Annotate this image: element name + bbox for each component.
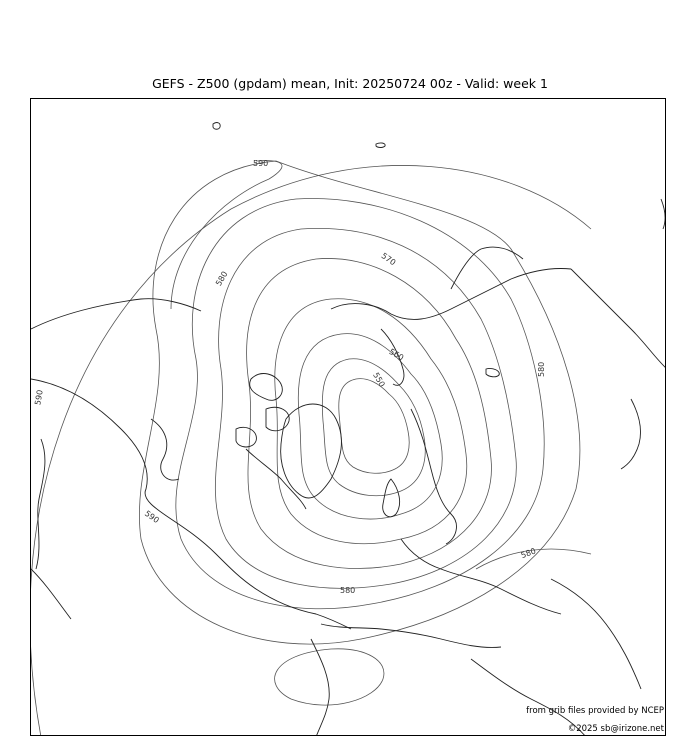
- coast-baffin: [246, 449, 306, 509]
- coast-hudson: [151, 419, 179, 480]
- polar-map: [30, 98, 666, 736]
- label-590-southwest: 590: [142, 508, 161, 526]
- coast-archipelago-3: [236, 427, 256, 447]
- coast-island-1: [213, 123, 220, 130]
- coast-baja: [31, 569, 71, 619]
- contour-580: [176, 199, 544, 609]
- contour-lines: [139, 161, 591, 706]
- coast-kamchatka: [451, 247, 523, 289]
- hemisphere-outline: [31, 165, 591, 736]
- coast-japan: [621, 399, 641, 469]
- coast-britain: [383, 479, 400, 517]
- coastlines: [31, 123, 666, 736]
- label-550: 550: [371, 370, 387, 389]
- coast-siberia: [331, 268, 571, 319]
- label-590-west: 590: [33, 389, 45, 406]
- label-570-siberia: 570: [379, 251, 398, 268]
- coast-mediterranean: [321, 624, 501, 647]
- coast-aleutian: [31, 299, 201, 329]
- contour-590-outer: [139, 161, 580, 644]
- label-580-south: 580: [340, 586, 356, 595]
- label-580-north: 580: [214, 269, 230, 288]
- coast-island-2: [376, 143, 385, 148]
- coast-island-4: [661, 199, 665, 229]
- contour-label-group: [33, 159, 546, 595]
- coast-asia-east: [571, 269, 666, 369]
- contour-575: [215, 228, 516, 588]
- credit-copyright: ©2025 sb@irizone.net: [567, 724, 664, 734]
- coast-island-3: [486, 368, 499, 376]
- label-590-pacific: 590: [253, 159, 269, 168]
- credit-source: from grib files provided by NCEP: [526, 706, 664, 716]
- label-580-southeast: 580: [519, 546, 538, 561]
- coast-india: [551, 579, 641, 689]
- label-580-east: 580: [537, 361, 546, 377]
- coast-africa: [311, 639, 329, 736]
- label-560: 560: [387, 347, 406, 363]
- coast-scandinavia: [411, 409, 456, 544]
- coast-europe: [401, 539, 561, 614]
- coast-greenland: [281, 404, 342, 498]
- contour-560: [298, 334, 442, 519]
- map-canvas: [31, 99, 666, 736]
- coast-archipelago-1: [250, 374, 283, 401]
- contour-565: [275, 299, 467, 544]
- contour-550: [339, 379, 409, 474]
- map-title: GEFS - Z500 (gpdam) mean, Init: 20250724 00z - Valid: week 1: [152, 76, 548, 91]
